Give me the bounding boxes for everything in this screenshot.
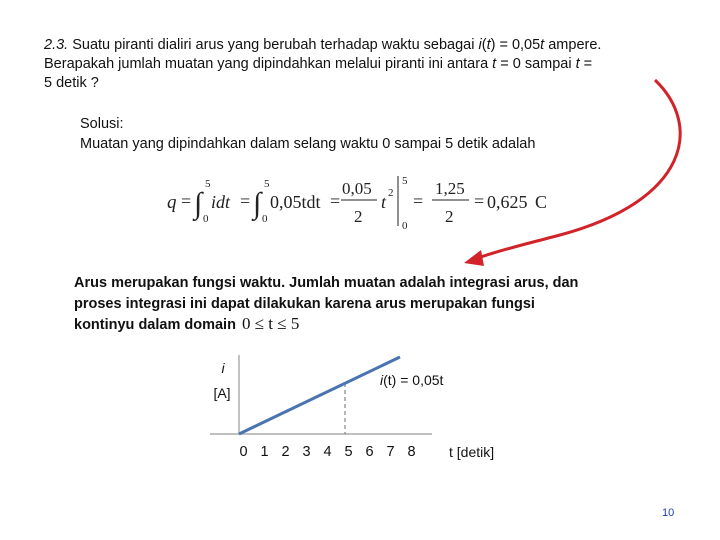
math-var: t bbox=[486, 37, 491, 53]
y-axis-label-i: i bbox=[221, 360, 225, 376]
problem-text: Suatu piranti dialiri arus yang berubah terhadap waktu sebagai bbox=[68, 37, 479, 53]
formula-idt: idt bbox=[211, 192, 231, 212]
x-tick: 7 bbox=[386, 444, 395, 460]
frac2-numerator: 1,25 bbox=[435, 179, 465, 198]
formula-eq: = bbox=[240, 191, 251, 211]
integral-upper-2: 5 bbox=[264, 178, 270, 190]
x-tick: 0 bbox=[239, 444, 248, 460]
x-tick: 6 bbox=[365, 444, 374, 460]
formula-eq: = bbox=[413, 191, 424, 211]
math-var: t bbox=[540, 37, 545, 53]
frac1-numerator: 0,05 bbox=[342, 179, 372, 198]
problem-number: 2.3. bbox=[44, 37, 69, 53]
paragraph-line-1: Arus merupakan fungsi waktu. Jumlah muatan adalah integrasi arus, dan bbox=[74, 275, 579, 291]
x-tick: 4 bbox=[323, 444, 332, 460]
x-axis-ticks bbox=[233, 444, 422, 460]
function-label-text: (t) = 0,05t bbox=[383, 372, 444, 388]
formula-eq: = bbox=[181, 191, 192, 211]
problem-text: = bbox=[579, 56, 593, 72]
problem-line-3: 5 detik ? bbox=[44, 75, 99, 91]
math-var: i bbox=[478, 37, 482, 53]
formula-eq: = bbox=[330, 191, 341, 211]
integral-sign-1: ∫ bbox=[194, 187, 203, 220]
solution-text: Muatan yang dipindahkan dalam selang waktu 0 sampai 5 detik adalah bbox=[80, 136, 536, 152]
integral-lower-2: 0 bbox=[262, 213, 268, 225]
formula-eq: = bbox=[474, 191, 485, 211]
eval-upper: 5 bbox=[402, 175, 408, 187]
math-var: t bbox=[575, 56, 580, 72]
formula-result: 0,625 bbox=[487, 192, 528, 212]
math-text: ) = 0,05 bbox=[490, 37, 541, 53]
problem-text: ampere. bbox=[544, 37, 602, 53]
formula-integrand: 0,05tdt bbox=[270, 192, 321, 212]
x-tick: 8 bbox=[407, 444, 416, 460]
problem-text: Berapakah jumlah muatan yang dipindahkan melalui piranti ini antara bbox=[44, 56, 493, 72]
function-label bbox=[380, 372, 443, 388]
x-axis-label: t [detik] bbox=[449, 444, 495, 460]
formula-q: q bbox=[167, 192, 177, 213]
integral-lower-1: 0 bbox=[203, 213, 209, 225]
integral-sign-2: ∫ bbox=[253, 187, 262, 220]
solution-title: Solusi: bbox=[80, 116, 124, 132]
paragraph-line-2: proses integrasi ini dapat dilakukan karena arus merupakan fungsi bbox=[74, 295, 535, 312]
problem-text: = 0 sampai bbox=[496, 56, 576, 72]
function-line bbox=[239, 357, 400, 434]
page-number: 10 bbox=[662, 507, 675, 519]
frac2-denominator: 2 bbox=[445, 207, 454, 226]
formula-unit: C bbox=[535, 192, 548, 212]
integral-upper-1: 5 bbox=[205, 178, 211, 190]
x-tick: 1 bbox=[260, 444, 269, 460]
eval-lower: 0 bbox=[402, 220, 408, 232]
formula-exponent: 2 bbox=[388, 187, 394, 199]
function-label-var: i bbox=[380, 372, 384, 388]
domain-expression: 0 ≤ t ≤ 5 bbox=[241, 314, 300, 333]
formula-t: t bbox=[381, 192, 387, 212]
x-tick: 5 bbox=[344, 444, 353, 460]
math-text: ( bbox=[481, 37, 487, 53]
math-var: t bbox=[492, 56, 497, 72]
x-tick: 2 bbox=[281, 444, 290, 460]
annotation-arrowhead bbox=[464, 250, 484, 266]
frac1-denominator: 2 bbox=[354, 207, 363, 226]
x-tick: 3 bbox=[302, 444, 311, 460]
annotation-arrow bbox=[478, 80, 680, 258]
y-axis-label-unit: [A] bbox=[213, 385, 231, 401]
paragraph-text: kontinyu dalam domain bbox=[74, 317, 236, 333]
